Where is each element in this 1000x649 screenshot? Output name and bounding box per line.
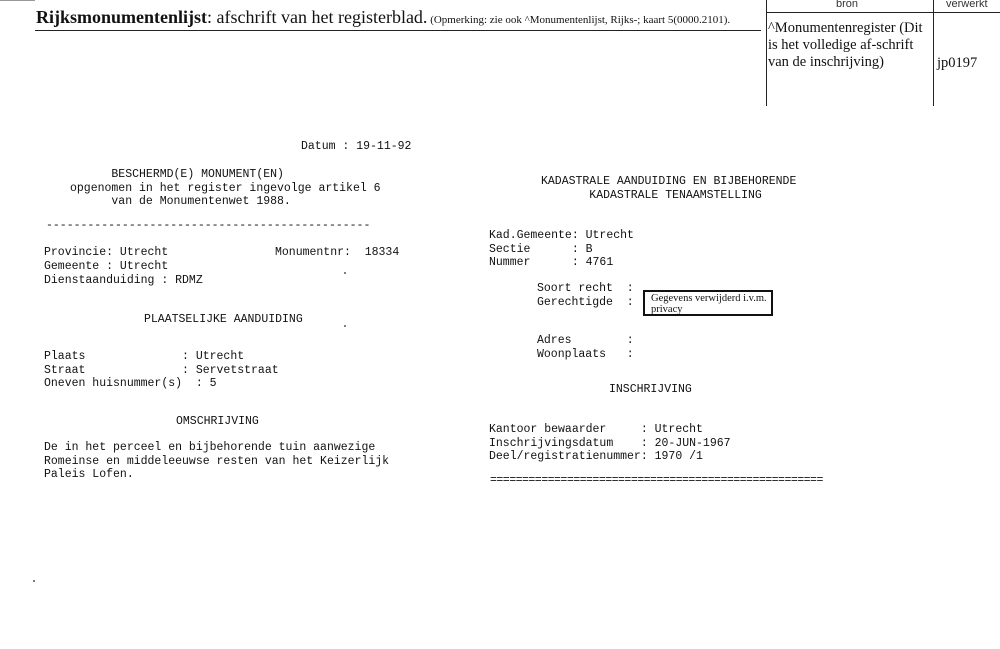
recht-fields-block: Soort recht : Gerechtigde :	[537, 282, 634, 309]
scan-speck	[33, 580, 35, 582]
plaatselijke-aanduiding-heading: PLAATSELIJKE AANDUIDING	[144, 313, 303, 326]
dashed-separator: -----------------------------------------------	[46, 219, 371, 232]
datum-line: Datum : 19-11-92	[301, 140, 412, 153]
kadastrale-fields-block: Kad.Gemeente: Utrecht Sectie : B Nummer : 4761	[489, 229, 634, 269]
header-title-bold: Rijksmonumentenlijst	[36, 7, 208, 27]
privacy-redaction-box: Gegevens verwijderd i.v.m. privacy	[643, 290, 773, 316]
sidebox-code: jp0197	[937, 55, 978, 71]
header-title-rest: : afschrift van het registerblad.	[207, 7, 428, 27]
sidebox-col-verwerkt: verwerkt	[946, 0, 988, 10]
inschrijving-heading: INSCHRIJVING	[609, 383, 692, 396]
top-edge-line	[0, 0, 35, 1]
double-line-separator: ====================================================	[490, 474, 823, 487]
header-title-note: (Opmerking: zie ook ^Monumentenlijst, Rijks-; kaart 5(0000.2101).	[427, 14, 731, 26]
kadastrale-heading: KADASTRALE AANDUIDING EN BIJBEHORENDE KADASTRALE TENAAMSTELLING	[541, 175, 797, 202]
omschrijving-text: De in het perceel en bijbehorende tuin aanwezige Romeinse en middeleeuwse resten van het Keizerlijk Paleis Lofen.	[44, 441, 390, 481]
header-underline	[35, 30, 761, 31]
adres-fields-block: Adres : Woonplaats :	[537, 334, 634, 361]
sidebox-header-divider	[766, 12, 1000, 13]
gemeente-field: Gemeente : Utrecht	[44, 260, 169, 273]
scan-speck	[344, 272, 346, 274]
dienstaanduiding-field: Dienstaanduiding : RDMZ	[44, 274, 203, 287]
provincie-field: Provincie: Utrecht	[44, 246, 169, 259]
sidebox-col-bron: bron	[836, 0, 859, 10]
monumentnr-field: Monumentnr: 18334	[275, 246, 400, 259]
inschrijving-fields-block: Kantoor bewaarder : Utrecht Inschrijvingsdatum : 20-JUN-1967 Deel/registratienummer: 1970 /1	[489, 423, 731, 463]
monument-title-block: BESCHERMD(E) MONUMENT(EN) opgenomen in het register ingevolge artikel 6 van de Monumentenwet 1988.	[70, 168, 381, 208]
page-header-title	[36, 7, 730, 28]
omschrijving-heading: OMSCHRIJVING	[176, 415, 259, 428]
address-fields-block: Plaats : Utrecht Straat : Servetstraat Oneven huisnummer(s) : 5	[44, 350, 279, 390]
sidebox-left-border	[766, 0, 767, 106]
sidebox-bron-text: ^Monumentenregister (Dit is het volledige af-schrift van de inschrijving)	[768, 20, 923, 70]
scan-speck	[344, 325, 346, 327]
